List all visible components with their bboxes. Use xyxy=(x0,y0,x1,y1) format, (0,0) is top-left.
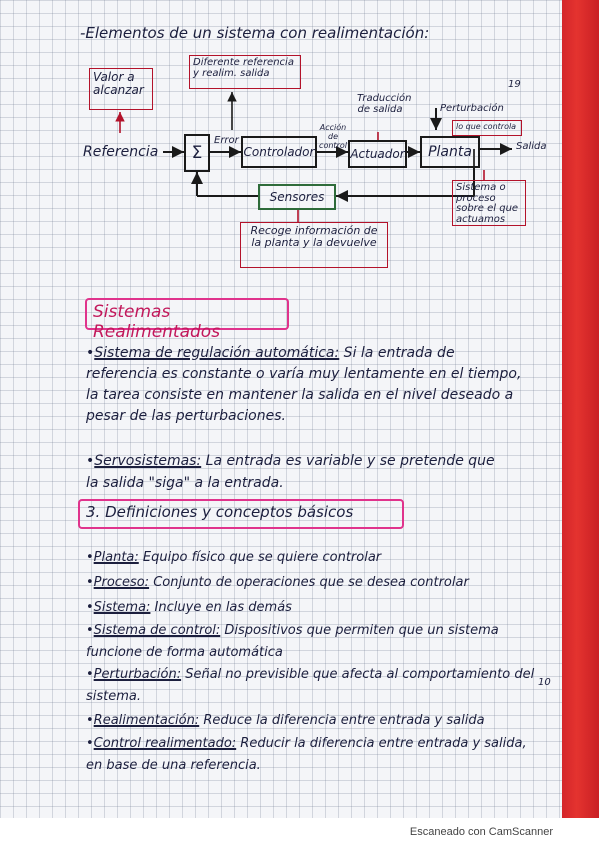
def-perturbacion: •Perturbación: Señal no previsible que afecta al comportamiento del sistema. xyxy=(86,667,535,704)
definitions-list xyxy=(86,545,536,777)
term-proceso: Proceso: xyxy=(93,575,150,590)
desc-regulacion: Si la entrada de referencia es constante o varía muy lentamente en el tiempo, la tarea consiste en mantener la salida en el nivel deseado a pesar de las perturbaciones. xyxy=(86,345,522,424)
sistema-proceso-box: Sistema o proceso sobre el que actuamos xyxy=(452,180,526,226)
perturbacion-label: Perturbación xyxy=(440,103,504,114)
que-controla-box: lo que controla xyxy=(452,120,522,136)
planta-block: Planta xyxy=(420,136,480,168)
def-sistema: •Sistema: Incluye en las demás xyxy=(86,600,292,615)
referencia-label: Referencia xyxy=(83,144,159,160)
margin-note-19: 19 xyxy=(508,79,521,90)
scan-credit: Escaneado con CamScanner xyxy=(409,826,553,838)
term-planta: Planta: xyxy=(93,550,139,565)
margin-note-10: 10 xyxy=(538,677,551,688)
actuador-block: Actuador xyxy=(348,140,407,168)
desc-servosistemas: La entrada es variable y se pretende que la salida "siga" a la entrada. xyxy=(86,453,495,491)
valor-alcanzar-box: Valor a alcanzar xyxy=(89,68,153,110)
page-title: -Elementos de un sistema con realimentación: xyxy=(80,24,430,42)
term-control-realimentado: Control realimentado: xyxy=(93,736,237,751)
salida-label: Salida xyxy=(516,141,547,152)
error-label: Error xyxy=(214,135,239,146)
section-sistemas-realimentados: Sistemas Realimentados xyxy=(85,298,289,330)
term-regulacion: Sistema de regulación automática: xyxy=(94,345,340,361)
desc-sistema-control: Dispositivos que permiten que un sistema funcione de forma automática xyxy=(86,623,499,660)
def-sistema-control: •Sistema de control: Dispositivos que permiten que un sistema funcione de forma automática xyxy=(86,623,499,660)
desc-proceso: Conjunto de operaciones que se desea controlar xyxy=(149,575,469,590)
term-servosistemas: Servosistemas: xyxy=(94,453,202,469)
diferente-box: Diferente referencia y realim. salida xyxy=(189,55,301,89)
desc-planta: Equipo físico que se quiere controlar xyxy=(138,550,382,565)
term-realimentacion: Realimentación: xyxy=(93,713,200,728)
controlador-block: Controlador xyxy=(241,136,317,168)
def-proceso: •Proceso: Conjunto de operaciones que se desea controlar xyxy=(86,575,469,590)
sensores-block: Sensores xyxy=(258,184,336,210)
term-sistema-control: Sistema de control: xyxy=(93,623,221,638)
red-page-band xyxy=(562,0,599,818)
term-perturbacion: Perturbación: xyxy=(93,667,182,682)
accion-control-label: Acción de control xyxy=(319,123,347,150)
def-realimentacion: •Realimentación: Reduce la diferencia entre entrada y salida xyxy=(86,713,485,728)
section1-item-1: •Sistema de regulación automática: Si la entrada de referencia es constante o varía muy lentamente en el tiempo, la tarea consiste en mantener la salida en el nivel deseado a pesar de las perturbaciones. xyxy=(86,345,522,424)
desc-control-realimentado: Reducir la diferencia entre entrada y salida, en base de una referencia. xyxy=(86,736,527,773)
recoge-info-box: Recoge información de la planta y la devuelve xyxy=(240,222,388,268)
scan-footer xyxy=(0,818,599,848)
section-definiciones: 3. Definiciones y conceptos básicos xyxy=(78,499,404,529)
def-control-realimentado: •Control realimentado: Reducir la diferencia entre entrada y salida, en base de una referencia. xyxy=(86,736,527,773)
traduccion-box: Traducción de salida xyxy=(357,93,412,115)
sum-symbol: Σ xyxy=(191,143,203,163)
desc-sistema: Incluye en las demás xyxy=(150,600,292,615)
term-sistema: Sistema: xyxy=(93,600,151,615)
def-planta: •Planta: Equipo físico que se quiere controlar xyxy=(86,550,382,565)
desc-realimentacion: Reduce la diferencia entre entrada y salida xyxy=(199,713,485,728)
summing-junction xyxy=(184,134,210,172)
section1-item-2: •Servosistemas: La entrada es variable y se pretende que la salida "siga" a la entrada. xyxy=(86,453,495,491)
desc-perturbacion: Señal no previsible que afecta al comportamiento del sistema. xyxy=(86,667,535,704)
